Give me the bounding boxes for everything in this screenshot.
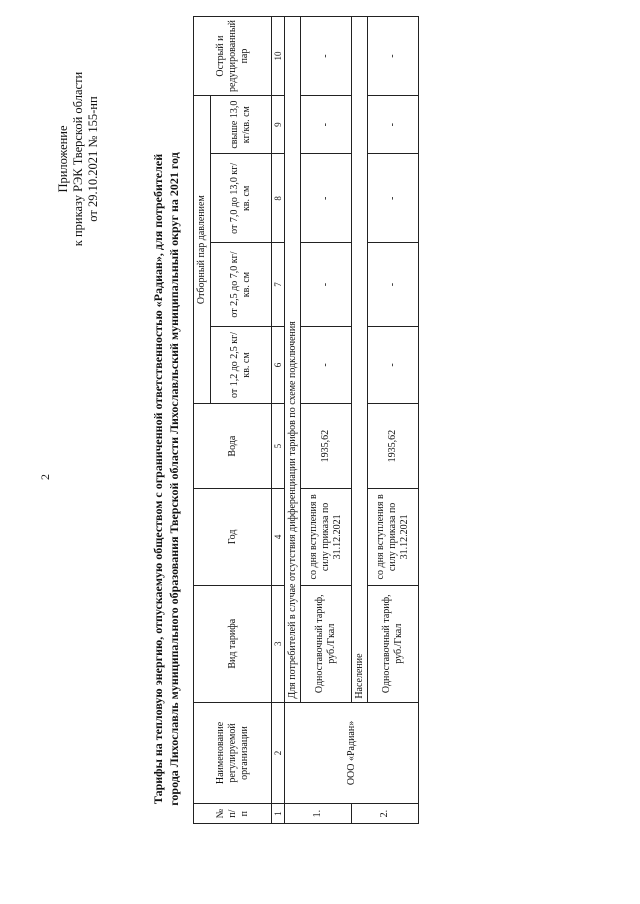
header-year: Год bbox=[194, 488, 272, 585]
column-number-row bbox=[272, 17, 285, 824]
row-2-steam-3: - bbox=[368, 154, 419, 243]
header-steam-group: Отборный пар давлением bbox=[194, 96, 211, 404]
row-1-steam-2: - bbox=[301, 243, 352, 326]
header-water: Вода bbox=[194, 404, 272, 489]
header-steam-4: свыше 13,0 кг/кв. см bbox=[211, 96, 272, 154]
section-label-general: Для потребителей в случае отсутствия дифференциации тарифов по схеме подключения bbox=[285, 17, 301, 703]
section-label-population: Население bbox=[352, 17, 368, 703]
appendix-line-2: к приказу РЭК Тверской области bbox=[71, 71, 85, 247]
document-title bbox=[150, 94, 182, 864]
row-2-steam-1: - bbox=[368, 326, 419, 404]
section-row-general bbox=[285, 17, 301, 824]
column-number: 1 bbox=[272, 804, 285, 824]
header-organization: Наименование регулируемой организации bbox=[194, 702, 272, 804]
row-2-num: 2. bbox=[352, 804, 419, 824]
column-number: 3 bbox=[272, 585, 285, 702]
tariff-table bbox=[193, 16, 419, 824]
header-sharp-steam: Острый и редуцированный пар bbox=[194, 17, 272, 96]
row-2-tariff: Одноставочный тариф, руб./Гкал bbox=[368, 585, 419, 702]
organization-name: ООО «Радиан» bbox=[285, 702, 419, 804]
row-2-sharp: - bbox=[368, 17, 419, 96]
header-num: № п/ п bbox=[194, 804, 272, 824]
header-row-1 bbox=[194, 17, 211, 824]
column-number: 7 bbox=[272, 243, 285, 326]
row-1-tariff: Одноставочный тариф, руб./Гкал bbox=[301, 585, 352, 702]
row-2-water: 1935,62 bbox=[368, 404, 419, 489]
appendix-block bbox=[56, 54, 101, 264]
row-2-steam-4: - bbox=[368, 96, 419, 154]
header-steam-1: от 1,2 до 2,5 кг/кв. см bbox=[211, 326, 272, 404]
row-1-steam-3: - bbox=[301, 154, 352, 243]
page-number: 2 bbox=[38, 474, 52, 480]
column-number: 6 bbox=[272, 326, 285, 404]
row-1-water: 1935,62 bbox=[301, 404, 352, 489]
title-line-2: города Лихославль муниципального образования Тверской области Лихославльский муниципальный округ на 2021 год bbox=[167, 152, 181, 806]
appendix-line-3: от 29.10.2021 № 155-нп bbox=[86, 96, 100, 222]
row-2-steam-2: - bbox=[368, 243, 419, 326]
row-2-period: со дня вступления в силу приказа по 31.12.2021 bbox=[368, 488, 419, 585]
row-1-period: со дня вступления в силу приказа по 31.12.2021 bbox=[301, 488, 352, 585]
column-number: 5 bbox=[272, 404, 285, 489]
row-1-num: 1. bbox=[285, 804, 352, 824]
row-1-steam-4: - bbox=[301, 96, 352, 154]
column-number: 9 bbox=[272, 96, 285, 154]
row-1-sharp: - bbox=[301, 17, 352, 96]
appendix-line-1: Приложение bbox=[56, 125, 70, 193]
header-tariff-type: Вид тарифа bbox=[194, 585, 272, 702]
column-number: 10 bbox=[272, 17, 285, 96]
column-number: 2 bbox=[272, 702, 285, 804]
header-steam-2: от 2,5 до 7,0 кг/кв. см bbox=[211, 243, 272, 326]
row-1-steam-1: - bbox=[301, 326, 352, 404]
title-line-1: Тарифы на тепловую энергию, отпускаемую обществом с ограниченной ответственностью «Радиан», для потребителей bbox=[151, 153, 165, 805]
column-number: 8 bbox=[272, 154, 285, 243]
column-number: 4 bbox=[272, 488, 285, 585]
header-steam-3: от 7,0 до 13,0 кг/кв. см bbox=[211, 154, 272, 243]
